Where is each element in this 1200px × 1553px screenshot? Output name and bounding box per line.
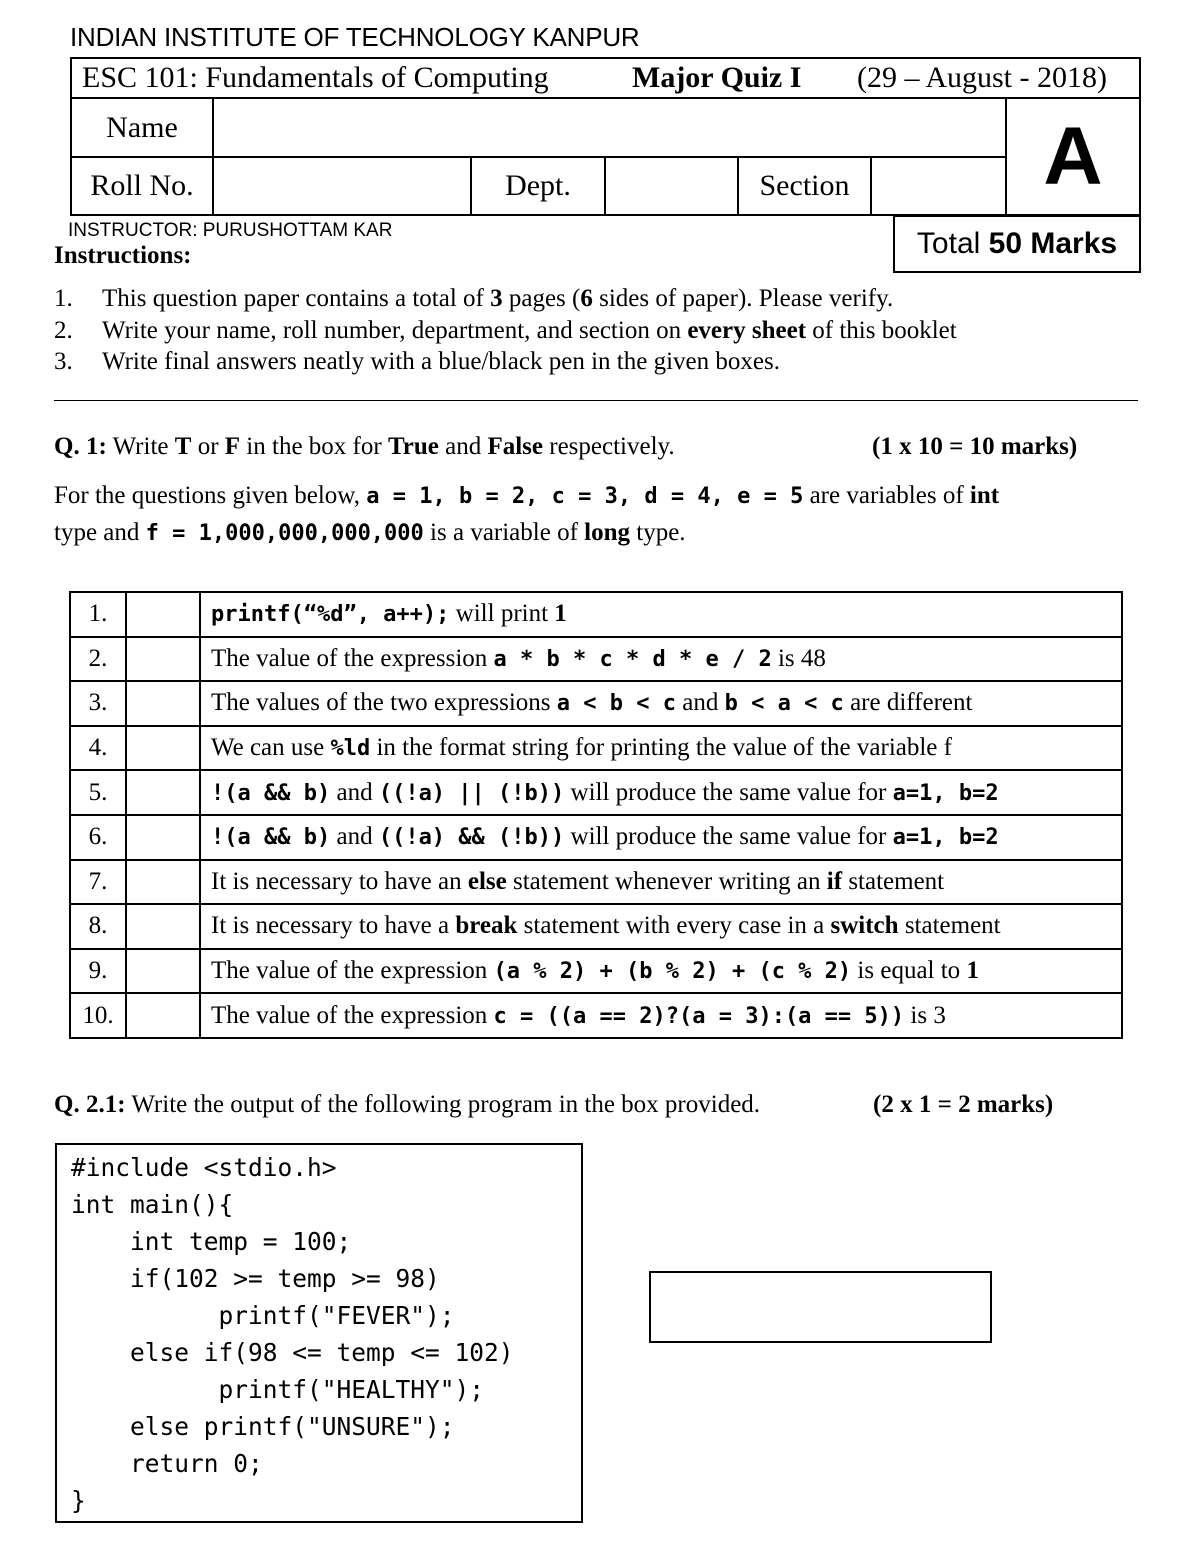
table-row: 9. The value of the expression (a % 2) + (b % 2) + (c % 2) is equal to 1	[70, 949, 1122, 994]
section-label: Section	[759, 169, 850, 202]
output-answer-box[interactable]	[649, 1271, 992, 1343]
tf-table	[69, 591, 1123, 1039]
answer-box[interactable]	[126, 726, 200, 771]
course-name: ESC 101: Fundamentals of Computing	[82, 61, 549, 94]
code-line: else if(98 <= temp <= 102)	[71, 1338, 514, 1367]
dept-field[interactable]	[604, 156, 739, 216]
table-row: 5. !(a && b) and ((!a) || (!b)) will produce the same value for a=1, b=2	[70, 770, 1122, 815]
instruction-item: 1. This question paper contains a total of 3 pages (6 sides of paper). Please verify.	[54, 285, 894, 312]
divider	[54, 400, 1138, 401]
code-line: return 0;	[71, 1449, 263, 1478]
instruction-item: 2. Write your name, roll number, department, and section on every sheet of this booklet	[54, 317, 957, 344]
dept-label: Dept.	[505, 169, 571, 202]
table-row: 7. It is necessary to have an else statement whenever writing an if statement	[70, 860, 1122, 905]
q1-intro-line1: For the questions given below, a = 1, b = 2, c = 3, d = 4, e = 5 are variables of int	[54, 482, 1000, 509]
code-line: if(102 >= temp >= 98)	[71, 1264, 440, 1293]
institute-title: INDIAN INSTITUTE OF TECHNOLOGY KANPUR	[70, 22, 640, 52]
table-row: 6. !(a && b) and ((!a) && (!b)) will produce the same value for a=1, b=2	[70, 815, 1122, 860]
total-marks: 50 Marks	[988, 227, 1118, 260]
code-listing	[55, 1143, 583, 1523]
table-row: 4. We can use %ld in the format string for printing the value of the variable f	[70, 726, 1122, 771]
answer-box[interactable]	[126, 637, 200, 682]
table-row: 3. The values of the two expressions a < b < c and b < a < c are different	[70, 681, 1122, 726]
q1-marks: (1 x 10 = 10 marks)	[872, 433, 1078, 460]
answer-box[interactable]	[126, 949, 200, 994]
roll-field[interactable]	[212, 156, 472, 216]
answer-box[interactable]	[126, 592, 200, 637]
code-line: }	[71, 1486, 86, 1515]
code-line: #include <stdio.h>	[71, 1153, 337, 1182]
answer-box[interactable]	[126, 904, 200, 949]
instructor: INSTRUCTOR: PURUSHOTTAM KAR	[68, 220, 393, 241]
total-marks-box	[893, 215, 1141, 273]
quiz-date: (29 – August - 2018)	[857, 61, 1107, 94]
table-row: 2. The value of the expression a * b * c * d * e / 2 is 48	[70, 637, 1122, 682]
instruction-item: 3. Write final answers neatly with a blue/black pen in the given boxes.	[54, 348, 780, 375]
section-field[interactable]	[870, 156, 1007, 216]
set-letter: A	[1043, 110, 1103, 202]
code-line: printf("FEVER");	[71, 1301, 455, 1330]
course-header	[70, 57, 1141, 99]
table-row: 1. printf(“%d”, a++); will print 1	[70, 592, 1122, 637]
name-field[interactable]	[212, 97, 1007, 158]
name-label: Name	[106, 110, 178, 144]
q1-heading: Q. 1: Write T or F in the box for True and False respectively.	[54, 433, 675, 460]
quiz-name: Major Quiz I	[632, 61, 802, 94]
answer-box[interactable]	[126, 993, 200, 1038]
q21-marks: (2 x 1 = 2 marks)	[873, 1091, 1054, 1118]
answer-box[interactable]	[126, 681, 200, 726]
answer-box[interactable]	[126, 860, 200, 905]
q1-intro-line2: type and f = 1,000,000,000,000 is a variable of long type.	[54, 519, 686, 546]
code-line: int temp = 100;	[71, 1227, 352, 1256]
answer-box[interactable]	[126, 770, 200, 815]
table-row: 10. The value of the expression c = ((a == 2)?(a = 3):(a == 5)) is 3	[70, 993, 1122, 1038]
code-line: printf("HEALTHY");	[71, 1375, 485, 1404]
table-row: 8. It is necessary to have a break statement with every case in a switch statement	[70, 904, 1122, 949]
code-line: else printf("UNSURE");	[71, 1412, 455, 1441]
instructions-heading: Instructions:	[54, 242, 192, 269]
code-line: int main(){	[71, 1190, 234, 1219]
q21-heading: Q. 2.1: Write the output of the following program in the box provided.	[54, 1091, 761, 1118]
total-prefix: Total	[916, 227, 981, 260]
answer-box[interactable]	[126, 815, 200, 860]
roll-label: Roll No.	[90, 169, 194, 202]
